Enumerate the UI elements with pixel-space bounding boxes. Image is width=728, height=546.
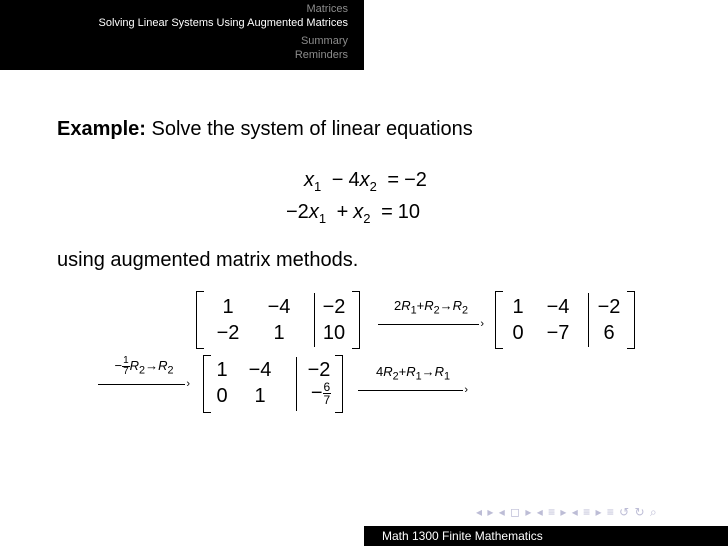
eq2-sub2: 2 (363, 211, 371, 226)
header-bar (0, 0, 728, 70)
footer-bar (364, 526, 728, 546)
matrix-2-cell: −7 (546, 322, 570, 344)
row-operation-3-arrow: › (358, 386, 468, 394)
example-label: Example: (57, 118, 146, 140)
matrix-2-right-bracket (627, 291, 635, 349)
eq2-op: + (336, 201, 349, 223)
matrix-2-cell: −2 (597, 296, 621, 318)
matrix-3-cell: 1 (254, 385, 266, 407)
matrix-1-right-bracket (352, 291, 360, 349)
eq2-coef1: −2 (286, 201, 309, 223)
example-line (57, 117, 473, 141)
matrix-2-cell: 0 (512, 322, 524, 344)
eq2-var-x2: x (353, 201, 364, 223)
example-intro: Solve the system of linear equations (151, 118, 473, 140)
matrix-1-cell: 10 (322, 322, 346, 344)
nav-item-matrices[interactable]: Matrices (306, 3, 348, 15)
matrix-1-cell: 1 (222, 296, 234, 318)
matrix-1-augment-bar (314, 293, 315, 347)
matrix-1-cell: −2 (216, 322, 240, 344)
matrix-2-cell: −4 (546, 296, 570, 318)
row-operation-1-arrow: › (378, 320, 484, 328)
matrix-3-augment-bar (296, 357, 297, 411)
matrix-2-cell: 6 (603, 322, 615, 344)
matrix-3-cell: 1 (216, 359, 228, 381)
matrix-1-cell: −2 (322, 296, 346, 318)
eq2-var-x1: x (308, 201, 319, 223)
eq1-op: − (331, 169, 344, 191)
matrix-3-cell: 0 (216, 385, 228, 407)
matrix-2-augment-bar (588, 293, 589, 347)
equation-1 (304, 168, 427, 194)
eq2-rhs: 10 (397, 201, 421, 223)
eq1-rhs: −2 (404, 169, 427, 191)
nav-item-solving-linear-systems[interactable]: Solving Linear Systems Using Augmented Matrices (98, 17, 348, 29)
matrix-1-cell: −4 (267, 296, 291, 318)
row-operation-2-arrow: › (98, 380, 190, 388)
nav-item-summary[interactable]: Summary (300, 35, 348, 47)
equation-2 (286, 200, 420, 226)
eq1-equals: = (387, 169, 400, 191)
matrix-3-cell-fraction: − $\frac{6}{7}$ (310, 380, 331, 407)
eq2-sub1: 1 (318, 211, 327, 226)
eq1-coef2: 4 (348, 169, 360, 191)
matrix-3 (203, 355, 343, 413)
row-operation-3-label: $4R_2+R_1\to R_1$ (375, 364, 451, 383)
eq1-sub1: 1 (314, 179, 322, 194)
matrix-2-cell: 1 (512, 296, 524, 318)
footer-course-title: Math 1300 Finite Mathematics (382, 529, 543, 543)
matrix-2 (495, 291, 635, 349)
beamer-navigation-icons[interactable]: ◂ ▸ ◂ ◻ ▸ ◂ ≡ ▸ ◂ ≡ ▸ ≡ ↺ ↻ ⌕ (476, 505, 658, 519)
matrix-2-left-bracket (495, 291, 503, 349)
row-operation-1 (378, 298, 484, 328)
eq1-sub2: 2 (369, 179, 377, 194)
eq2-equals: = (381, 201, 393, 223)
matrix-1 (196, 291, 360, 349)
matrix-3-cell: −2 (307, 359, 331, 381)
nav-item-reminders[interactable]: Reminders (294, 49, 348, 61)
matrix-3-cell: −4 (248, 359, 272, 381)
method-text: using augmented matrix methods. (57, 249, 359, 271)
header-right-panel (364, 0, 728, 70)
matrix-1-cell: 1 (273, 322, 285, 344)
eq1-var-x1: x (304, 169, 314, 191)
row-operation-3 (358, 364, 468, 394)
matrix-1-left-bracket (196, 291, 204, 349)
row-operation-2-label: − $\frac{1}{7}$ $R_2\to R_2$ (114, 355, 174, 377)
eq1-var-x2: x (359, 169, 370, 191)
row-operation-2 (98, 356, 190, 388)
header-nav-panel (0, 0, 364, 70)
row-operation-1-label: $2R_1+R_2\to R_2$ (393, 298, 469, 317)
